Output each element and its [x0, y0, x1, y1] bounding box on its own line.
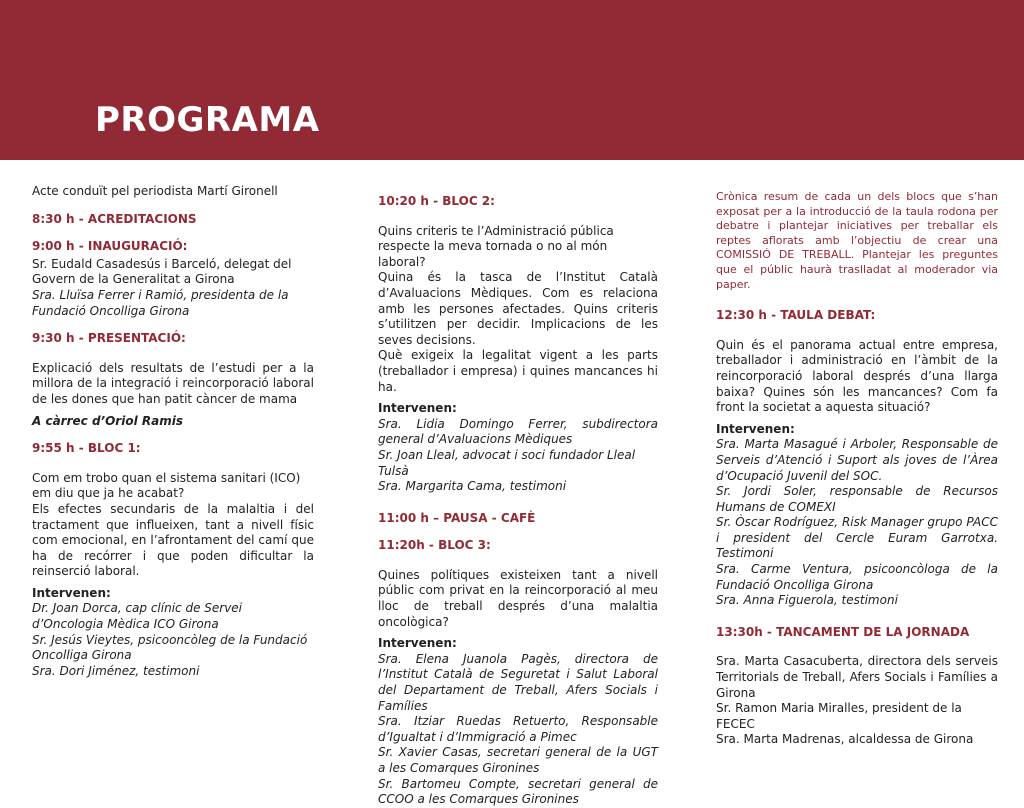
bloc2-intervenen-label: Intervenen: — [378, 401, 457, 416]
bloc1-text-1: Com em trobo quan el sistema sanitari (ICO) em diu que ja he acabat? — [32, 470, 301, 501]
bloc1-speaker: Sr. Jesús Vieytes, psicooncòleg de la Fundació Oncolliga Girona — [32, 632, 308, 663]
header-banner — [0, 0, 1024, 160]
tancament-line: Sr. Ramon Maria Miralles, president de la FECEC — [716, 701, 962, 731]
column-2 — [378, 192, 658, 808]
inauguracio-speaker-2: Sra. Lluïsa Ferrer i Ramió, presidenta de la Fundació Oncolliga Girona — [32, 287, 289, 318]
bloc3-speaker: Sr. Xavier Casas, secretari general de la UGT a les Comarques Gironines — [378, 745, 658, 775]
bloc2-question-1: Quins criteris te l’Administració pública respecte la meva tornada o no al món laboral? — [378, 223, 614, 269]
bloc1-speaker: Sra. Dori Jiménez, testimoni — [32, 663, 200, 678]
taula-intervenen-label: Intervenen: — [716, 421, 795, 436]
bloc2-heading: 10:20 h - BLOC 2: — [378, 194, 495, 208]
bloc1-speaker: Dr. Joan Dorca, cap clínic de Servei d’Oncologia Mèdica ICO Girona — [32, 601, 243, 632]
column-3 — [716, 190, 998, 748]
column-1 — [32, 184, 314, 679]
taula-speaker: Sra. Anna Figuerola, testimoni — [716, 593, 898, 608]
tancament-line: Sra. Marta Casacuberta, directora dels serveis Territorials de Treball, Afers Socials i Famílies a Girona — [716, 654, 998, 700]
pausa-heading: 11:00 h – PAUSA - CAFÈ — [378, 510, 536, 525]
bloc3-speaker: Sr. Bartomeu Compte, secretari general de CCOO a les Comarques Gironines — [378, 776, 658, 807]
acreditacions-heading: 8:30 h - ACREDITACIONS — [32, 211, 197, 226]
bloc3-text: Quines polítiques existeixen tant a nivell públic com privat en la reincorporació al meu lloc de treball després d’una malaltia oncològica? — [378, 567, 658, 629]
taula-text: Quin és el panorama actual entre empresa, treballador i administració en l’àmbit de la reincorporació laboral després d’una llarga baixa? Quines són les mancances? Com fa front la societat a aquesta situació? — [716, 337, 998, 415]
bloc3-speaker: Sra. Elena Juanola Pagès, directora de l’Institut Català de Seguretat i Salut Laboral del Departament de Treball, Afers Socials i Famílies — [378, 651, 658, 713]
bloc3-intervenen-label: Intervenen: — [378, 636, 457, 651]
taula-speaker: Sr. Òscar Rodríguez, Risk Manager grupo PACC i president del Cercle Euram Garrotxa. Testimoni — [716, 515, 998, 561]
bloc3-speaker: Sra. Itziar Ruedas Retuerto, Responsable d’Igualtat i d’Immigració a Pimec — [378, 714, 658, 744]
bloc2-speaker: Sr. Joan Lleal, advocat i soci fundador Lleal Tulsà — [378, 447, 636, 478]
inauguracio-speaker-1: Sr. Eudald Casadesús i Barceló, delegat del Govern de la Generalitat a Girona — [32, 256, 292, 287]
bloc1-heading: 9:55 h - BLOC 1: — [32, 441, 141, 456]
bloc3-heading: 11:20h - BLOC 3: — [378, 538, 491, 553]
bloc2-speaker: Sra. Margarita Cama, testimoni — [378, 479, 567, 494]
bloc1-intervenen-label: Intervenen: — [32, 585, 111, 600]
taula-heading: 12:30 h - TAULA DEBAT: — [716, 308, 876, 323]
presentacio-text: Explicació dels resultats de l’estudi per a la millora de la integració i reincorporació laboral de les dones que han patit càncer de mama — [32, 360, 314, 406]
presentacio-acarrec: A càrrec d’Oriol Ramis — [32, 413, 183, 428]
presentacio-heading: 9:30 h - PRESENTACIÓ: — [32, 331, 186, 346]
bloc2-speaker: Sra. Lidia Domingo Ferrer, subdirectora general d’Avaluacions Mèdiques — [378, 416, 658, 447]
tancament-heading: 13:30h - TANCAMENT DE LA JORNADA — [716, 624, 970, 639]
cronica-text: Crònica resum de cada un dels blocs que s’han exposat per a la introducció de la taula rodona per debatre i plantejar iniciatives per treballar els reptes aflorats amb l’objectiu de crear una COMISSIÓ DE TREBALL. Plantejar les preguntes que el públic haurà traslladat al moderador via paper. — [716, 190, 998, 291]
tancament-line: Sra. Marta Madrenas, alcaldessa de Girona — [716, 732, 974, 747]
taula-speaker: Sra. Marta Masagué i Arboler, Responsable de Serveis d’Atenció i Suport als joves de l’Àrea d’Ocupació Juvenil del SOC. — [716, 437, 998, 483]
bloc2-question-2: Quina és la tasca de l’Institut Català d’Avaluacions Mèdiques. Com es relaciona amb les persones afectades. Quins criteris s’utilitzen per decidir. Implicacions de les seves decisions. — [378, 270, 658, 347]
taula-speaker: Sr. Jordi Soler, responsable de Recursos Humans de COMEXI — [716, 484, 998, 514]
bloc2-question-3: Què exigeix la legalitat vigent a les parts (treballador i empresa) i quines mancances hi ha. — [378, 348, 658, 394]
intro-text: Acte conduït pel periodista Martí Gironell — [32, 184, 278, 198]
taula-speaker: Sra. Carme Ventura, psicooncòloga de la Fundació Oncolliga Girona — [716, 562, 998, 592]
bloc1-text-2: Els efectes secundaris de la malaltia i del tractament que influeixen, tant a nivell físic com emocional, en l’afrontament del camí que ha de recórrer i que poden dificultar la reinserció laboral. — [32, 501, 314, 579]
inauguracio-heading: 9:00 h - INAUGURACIÓ: — [32, 239, 188, 254]
page-title: PROGRAMA — [95, 100, 320, 140]
